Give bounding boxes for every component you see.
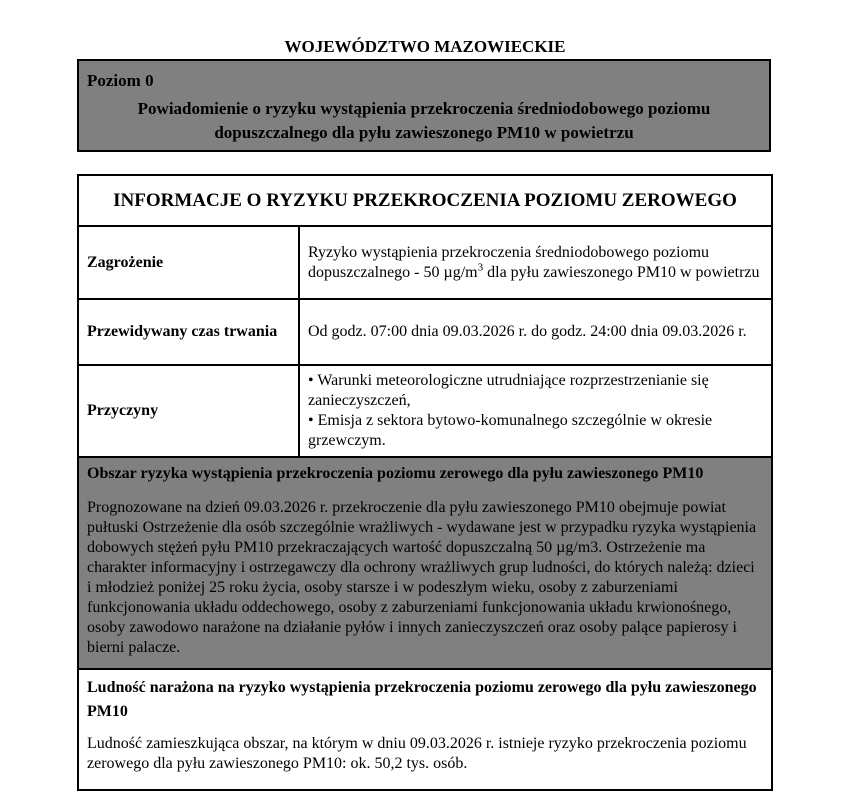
population-row — [78, 669, 772, 790]
level-label: Poziom 0 — [87, 71, 154, 90]
region-title: WOJEWÓDZTWO MAZOWIECKIE — [284, 37, 566, 56]
risk-info-table — [77, 174, 773, 791]
threat-value-text-end: dla pyłu zawieszonego PM10 w powietrzu — [483, 263, 760, 281]
threat-value — [299, 226, 772, 299]
risk-area-body: Prognozowane na dzień 09.03.2026 r. przekroczenie dla pyłu zawieszonego PM10 obejmuje powiat pułtuski Ostrzeżenie dla osób szczególnie wrażliwych - wydawane jest w przypadku ryzyka wystąpienia dobowych stężeń pyłu PM10 przekraczających wartość dopuszczalną 50 µg/m3. Ostrzeżenie ma charakter informacyjny i ostrzegawczy dla ochrony wrażliwych grup ludności, do których należą: dzieci i młodzież poniżej 25 roku życia, osoby starsze i w podeszłym wieku, osoby z zaburzeniami funkcjonowania układu oddechowego, osoby z zaburzeniami funkcjonowania układu krwionośnego, osoby zawodowo narażone na działanie pyłów i innych zanieczyszczeń oraz osoby palące papierosy i bierni palacze. — [87, 499, 757, 656]
population-heading: Ludność narażona na ryzyko wystąpienia przekroczenia poziomu zerowego dla pyłu zawieszonego PM10 — [87, 679, 757, 720]
causes-row — [78, 365, 772, 457]
population-cell — [78, 669, 772, 790]
cause-item-meteorology: • Warunki meteorologiczne utrudniające rozprzestrzenianie się zanieczyszczeń, — [308, 372, 709, 409]
table-title-row — [78, 175, 772, 226]
threat-value-exponent: 3 — [477, 261, 484, 274]
threat-row — [78, 226, 772, 299]
duration-row — [78, 299, 772, 365]
risk-area-row — [78, 457, 772, 669]
table-title: INFORMACJE O RYZYKU PRZEKROCZENIA POZIOMU ZEROWEGO — [78, 175, 772, 226]
risk-area-heading: Obszar ryzyka wystąpienia przekroczenia poziomu zerowego dla pyłu zawieszonego PM10 — [87, 465, 704, 482]
duration-label: Przewidywany czas trwania — [78, 299, 299, 365]
causes-label: Przyczyny — [78, 365, 299, 457]
threat-value-text: Ryzyko wystąpienia przekroczenia średniodobowego poziomu dopuszczalnego - 50 µg/m — [308, 243, 710, 281]
population-body: Ludność zamieszkująca obszar, na którym w dniu 09.03.2026 r. istnieje ryzyko przekroczenia poziomu zerowego dla pyłu zawieszonego PM10: ok. 50,2 tys. osób. — [87, 735, 747, 772]
threat-label: Zagrożenie — [78, 226, 299, 299]
cause-item-emission: • Emisja z sektora bytowo-komunalnego szczególnie w okresie grzewczym. — [308, 412, 713, 449]
duration-value: Od godz. 07:00 dnia 09.03.2026 r. do godz. 24:00 dnia 09.03.2026 r. — [299, 299, 772, 365]
level-notice-box — [77, 59, 771, 152]
notice-title: Powiadomienie o ryzyku wystąpienia przekroczenia średniodobowego poziomu dopuszczalnego dla pyłu zawieszonego PM10 w powietrzu — [137, 99, 711, 142]
causes-value — [299, 365, 772, 457]
risk-area-cell — [78, 457, 772, 669]
